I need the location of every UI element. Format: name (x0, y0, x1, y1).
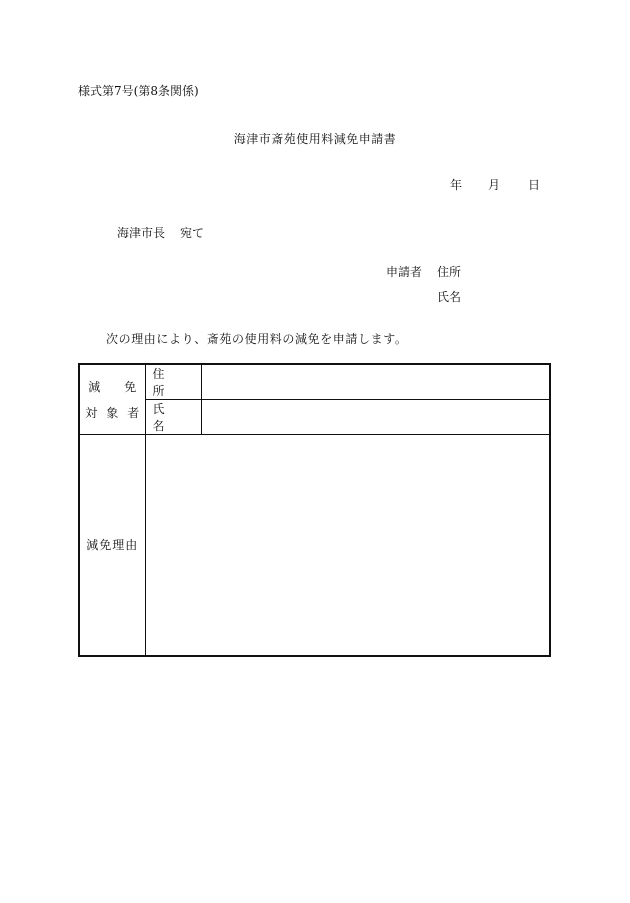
exemption-reason-field[interactable] (145, 435, 550, 656)
date-day-label: 日 (528, 178, 541, 192)
addressee-name: 海津市長 (117, 226, 166, 240)
exemption-target-line2: 対象者 (85, 405, 149, 420)
form-number: 様式第7号(第8条関係) (78, 84, 199, 98)
request-statement: 次の理由により、斎苑の使用料の減免を申請します。 (106, 332, 408, 346)
address-field[interactable] (201, 364, 550, 400)
applicant-label: 申請者 (386, 265, 423, 279)
table-row (79, 435, 550, 656)
exemption-table (78, 363, 551, 657)
address-label: 住所 (145, 364, 201, 400)
document-title: 海津市斎苑使用料減免申請書 (233, 132, 397, 146)
exemption-target-cell (79, 364, 161, 435)
name-label: 氏名 (145, 400, 201, 435)
addressee-suffix: 宛て (180, 226, 205, 240)
date-year-label: 年 (450, 178, 463, 192)
exemption-target-line1: 減免 (88, 379, 161, 394)
exemption-reason-label: 減免理由 (79, 435, 145, 656)
applicant-address-label: 住所 (437, 265, 462, 279)
date-month-label: 月 (488, 178, 501, 192)
table-row (79, 400, 550, 435)
applicant-name-label: 氏名 (437, 290, 462, 304)
name-field[interactable] (201, 400, 550, 435)
table-row (79, 364, 550, 400)
